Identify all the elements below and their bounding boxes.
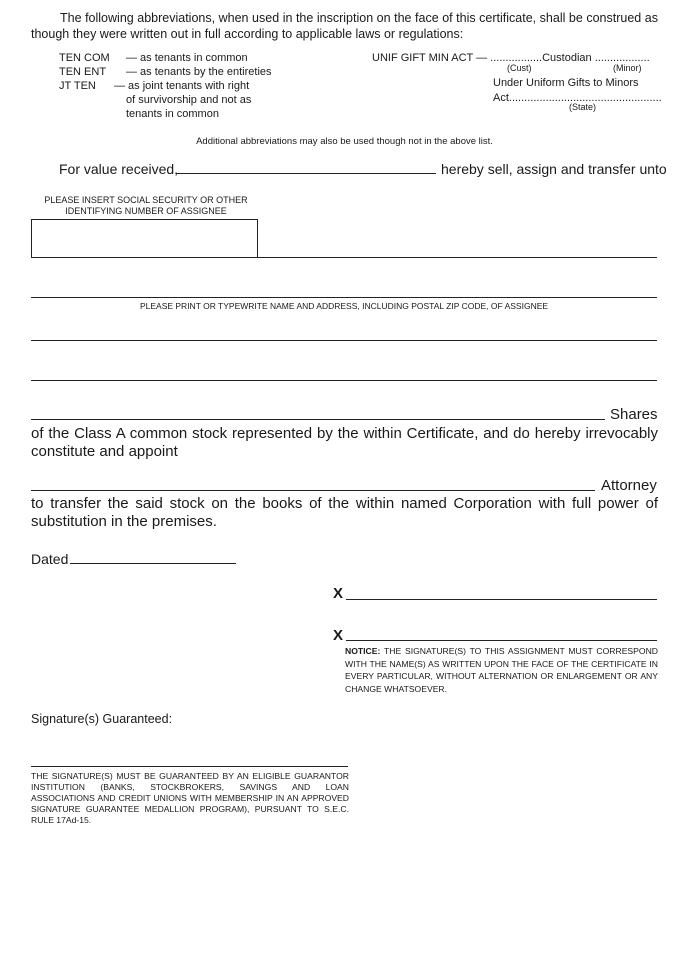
shares-line[interactable]	[31, 419, 605, 420]
dated-label: Dated	[31, 551, 69, 567]
signature-line-2[interactable]	[346, 640, 657, 641]
notice-text	[345, 645, 658, 695]
ssn-label	[31, 195, 261, 217]
value-received-line[interactable]	[176, 173, 436, 174]
abbr-meaning: — as tenants by the entireties	[126, 66, 272, 78]
unif-act-line: Act..................................................	[493, 92, 662, 104]
unif-gift-line: UNIF GIFT MIN ACT — .................Custodian ..................	[372, 52, 650, 64]
intro-paragraph: The following abbreviations, when used in the inscription on the face of this certificate, shall be construed as though they were written out in full according to applicable laws or regulations:	[31, 11, 658, 41]
unif-under-line: Under Uniform Gifts to Minors	[493, 77, 639, 89]
assignee-address-line-2[interactable]	[31, 380, 657, 381]
abbr-meaning: of survivorship and not as	[126, 94, 252, 106]
assignee-name-line-1[interactable]	[257, 257, 657, 258]
ssn-input-box[interactable]	[31, 219, 258, 258]
guarantor-signature-line[interactable]	[31, 766, 348, 767]
signature-x-mark: X	[333, 585, 344, 602]
guarantee-text: THE SIGNATURE(S) MUST BE GUARANTEED BY AN ELIGIBLE GUARANTOR INSTITUTION (BANKS, STOCKBROKERS, SAVINGS AND LOAN ASSOCIATIONS AND CREDIT UNIONS WITH MEMBERSHIP IN AN APPROVED SIGNATURE GUARANTEE MEDALLION PROGRAM), PURSUANT TO S.E.C. RULE 17Ad-15.	[31, 771, 349, 825]
additional-abbreviations-note: Additional abbreviations may also be used though not in the above list.	[196, 136, 493, 147]
signature-line-1[interactable]	[346, 599, 657, 600]
abbreviation-row	[59, 93, 359, 107]
unif-minor-label: (Minor)	[613, 63, 642, 73]
value-received-suffix: hereby sell, assign and transfer unto	[441, 161, 667, 177]
abbr-code: TEN ENT	[59, 66, 107, 78]
assignee-address-line-1[interactable]	[31, 340, 657, 341]
value-received-prefix: For value received,	[59, 161, 179, 177]
signature-guaranteed-label: Signature(s) Guaranteed:	[31, 712, 173, 726]
print-name-label: PLEASE PRINT OR TYPEWRITE NAME AND ADDRESS, INCLUDING POSTAL ZIP CODE, OF ASSIGNEE	[139, 301, 549, 311]
abbreviation-row	[59, 107, 359, 121]
signature-x-mark: X	[333, 627, 344, 644]
abbreviation-list	[59, 51, 359, 121]
attorney-label: Attorney	[601, 477, 657, 494]
abbr-meaning: tenants in common	[126, 108, 219, 120]
notice-body: THE SIGNATURE(S) TO THIS ASSIGNMENT MUST CORRESPOND WITH THE NAME(S) AS WRITTEN UPON THE FACE OF THE CERTIFICATE IN EVERY PARTICULAR, WITHOUT ALTERNATION OR ENLARGEMENT OR ANY CHANGE WHATSOEVER.	[345, 646, 658, 694]
dated-line[interactable]	[70, 563, 236, 564]
transfer-text: to transfer the said stock on the books of the within named Corporation with full power of substitution in the premises.	[31, 495, 658, 530]
stock-text: of the Class A common stock represented by the within Certificate, and do hereby irrevocably constitute and appoint	[31, 425, 658, 460]
abbreviation-row	[59, 51, 359, 65]
unif-state-label: (State)	[569, 102, 597, 112]
abbr-meaning: — as joint tenants with right	[114, 80, 250, 92]
abbreviation-row	[59, 79, 359, 93]
abbreviation-row	[59, 65, 359, 79]
attorney-line[interactable]	[31, 490, 595, 491]
abbr-meaning: — as tenants in common	[126, 52, 248, 64]
ssn-label-line: PLEASE INSERT SOCIAL SECURITY OR OTHER	[44, 195, 248, 205]
ssn-label-line: IDENTIFYING NUMBER OF ASSIGNEE	[65, 206, 227, 216]
assignee-name-line-2[interactable]	[31, 297, 657, 298]
abbr-code: TEN COM	[59, 52, 110, 64]
notice-bold-label: NOTICE:	[345, 646, 381, 656]
unif-cust-label: (Cust)	[507, 63, 532, 73]
shares-label: Shares	[610, 406, 658, 423]
abbr-code: JT TEN	[59, 80, 96, 92]
